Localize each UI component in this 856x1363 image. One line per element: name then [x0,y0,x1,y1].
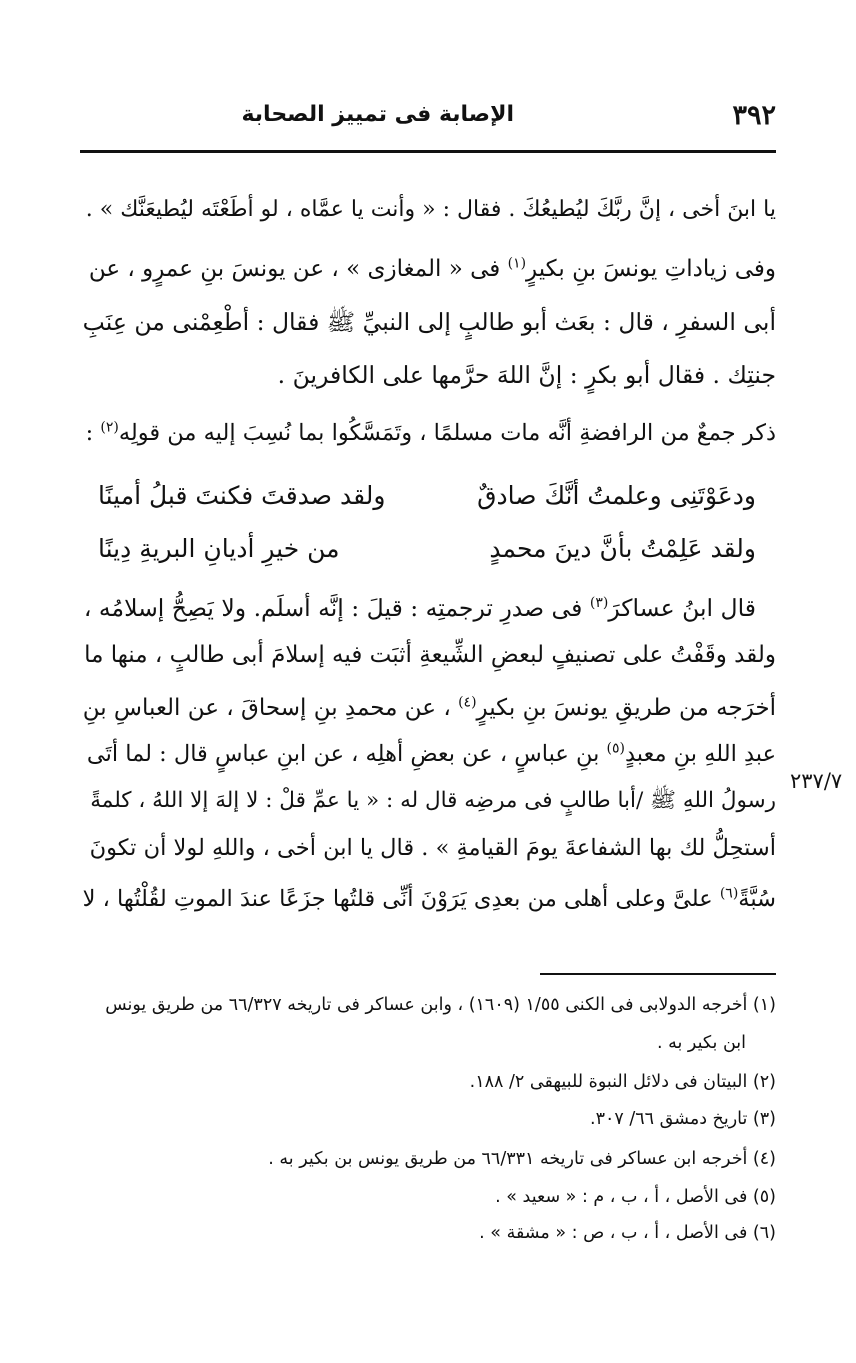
footnote-marker: (٥) [606,740,625,757]
body-text: ، عن محمدِ بنِ إسحاقَ ، عن العباسِ بنِ [82,695,451,721]
body-text: عن يونسَ بنِ عمرٍو ، عن [88,256,325,282]
body-line-9 [87,735,776,773]
footnote-marker: (١) [507,255,527,272]
body-text: فى « المغازى » ، [331,256,501,282]
footnote-rule [540,973,776,975]
footnote-marker: (٣) [589,595,609,612]
body-line-4: جنتِك . فقال أبو بكرٍ : إنَّ اللهَ حرَّمها على الكافرينَ . [277,361,776,389]
footnote-3: (٣) تاريخ دمشق ٦٦/ ٣٠٧. [589,1109,776,1129]
footnote-4: (٤) أخرجه ابن عساكر فى تاريخه ٦٦/٣٣١ من طريق يونس بن بكير به . [268,1149,776,1169]
footnote-5: (٥) فى الأصل ، أ ، ب ، م : « سعيد » . [495,1187,776,1207]
page-header [80,96,776,142]
body-text: علىَّ وعلى أهلى من بعدِى يَرَوْنَ أنِّى قلتُها جزَعًا عندَ الموتِ لقُلْتُها ، لا [82,886,713,912]
body-text: قال ابنُ عساكرَ [608,594,756,622]
page-number: ٣٩٢ [732,100,776,131]
body-line-5 [86,414,776,452]
body-line-1: يا ابنَ أخى ، إنَّ ربَّكَ ليُطيعُكَ . فقال : « وأنت يا عمَّاه ، لو أطَعْتَه ليُطيعَنَّك » . [85,197,776,222]
body-line-6 [84,589,756,627]
body-line-2 [89,250,776,288]
body-text: فى صدرِ ترجمتِه : قيلَ : إنَّه أسلَم. ولا يَصِحُّ إسلامُه ، [83,594,583,622]
body-text: سُبَّةً [738,886,776,912]
body-text: : [85,420,94,446]
body-text: أخرَجه من طريقِ يونسَ بنِ بكيرٍ [476,695,776,721]
footnote-2: (٢) البيتان فى دلائل النبوة للبيهقى ٢/ ١٨٨. [469,1072,776,1092]
verse-1-first: ودعَوْتَنِى وعلمتُ أنَّكَ صادقٌ [477,481,756,510]
body-line-3: أبى السفرِ ، قال : بعَث أبو طالبٍ إلى النبيِّ ﷺ فقال : أطْعِمْنى من عِنَبِ [82,308,776,336]
body-text: وفى زياداتِ يونسَ بنِ بكيرٍ [526,256,776,282]
marginal-reference: ٢٣٧/٧ [790,769,843,793]
verse-1-second: ولقد صدقتَ فكنتَ قبلُ أمينًا [98,481,386,510]
body-line-7: ولقد وقَفْتُ على تصنيفٍ لبعضِ الشِّيعةِ أثبَت فيه إسلامَ أبى طالبٍ ، منها ما [84,642,776,668]
verse-2-first: ولقد عَلِمْتُ بأنَّ دينَ محمدٍ [489,534,756,563]
running-title: الإصابة فى تمييز الصحابة [241,102,514,127]
footnote-marker: (٢) [100,419,119,436]
header-rule [80,150,776,153]
body-text: ذكر جمعٌ من الرافضةِ أنَّه مات مسلمًا ، وتَمَسَّكُوا بما نُسِبَ إليه من قولِه [118,420,776,446]
footnote-marker: (٤) [458,694,477,711]
body-line-8 [83,689,776,727]
footnote-marker: (٦) [719,885,739,902]
body-text: بنِ عباسٍ ، عن بعضِ أهلِه ، عن ابنِ عباسٍ قال : لما أتَى [86,741,600,767]
body-line-10: رسولُ اللهِ ﷺ /أبا طالبٍ فى مرضِه قال له : « يا عمِّ قلْ : لا إلهَ إلا اللهُ ، كلمةً [90,788,776,813]
body-line-12 [83,880,776,918]
footnote-1: (١) أخرجه الدولابى فى الكنى ١/٥٥ (١٦٠٩) ، وابن عساكر فى تاريخه ٦٦/٣٢٧ من طريق يونس [105,995,776,1015]
footnote-6: (٦) فى الأصل ، أ ، ب ، ص : « مشقة » . [479,1223,776,1243]
body-text: عبدِ اللهِ بنِ معبدٍ [625,741,776,767]
verse-2-second: من خيرِ أديانِ البريةِ دِينًا [98,534,340,563]
footnote-1-cont: ابن بكير به . [656,1033,746,1053]
body-line-11: أستحِلُّ لك بها الشفاعةَ يومَ القيامةِ » . قال يا ابن أخى ، واللهِ لولا أن تكونَ [89,835,776,861]
